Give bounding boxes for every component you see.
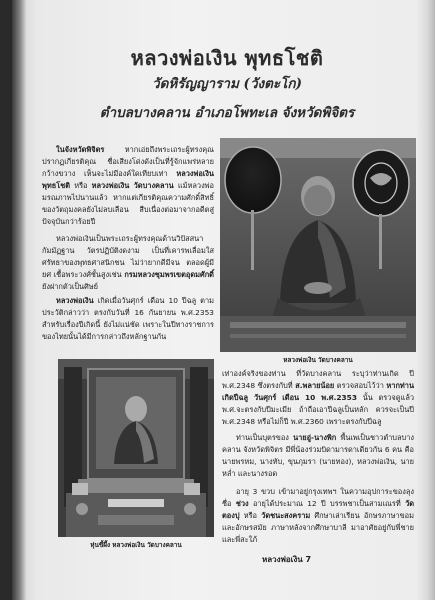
page-footer: หลวงพ่อเงิน 7 xyxy=(262,555,312,564)
paragraph-birth-continued: เท่าองค์จริงของท่าน ที่วัดบางคลาน ระบุว่าท่านเกิด ปี พ.ศ.2348 ซึ่งตรงกับที่ ส.พลายน้อย ตรวจสอบไว้ว่า หากท่านเกิดปีฉลู วันศุกร์ เดือน 10 พ.ศ.2353 นั้น ตรวจดูแล้ว พ.ศ.จะตรงกับปีมะเมีย ถ้าถือเอาปีฉลูเป็นหลัก ควรจะเป็นปี พ.ศ.2348 หรือไม่ก็ปี พ.ศ.2360 เพราะตรงกับปีฉลู xyxy=(222,369,414,426)
shrine-photo-illustration xyxy=(58,359,214,537)
article-title: หลวงพ่อเงิน พุทธโชติ xyxy=(130,46,324,70)
article-subtitle: วัดหิรัญญาราม (วังตะโก) xyxy=(152,76,302,92)
photo1-caption: หลวงพ่อเงิน วัดบางคลาน xyxy=(283,356,353,364)
photo2-caption: หุ่นขี้ผึ้ง หลวงพ่อเงิน วัดบางคลาน xyxy=(90,541,182,549)
magazine-page xyxy=(12,0,435,600)
paragraph-childhood: อายุ 3 ขวบ เข้ามาอยู่กรุงเทพฯ ในความอุปการะของลุง ชื่อ ช่วง อายุได้ประมาณ 12 ปี บรรพชาเป็นสามเณรที่ วัดตองปุ หรือ วัดชนะสงคราม ศึกษาเล่าเรียน อักษรภาษาขอม และอักษรสมัย ภาษาหลังจากศึกษาบาลี มาอาศัยอยู่กับพี่ชายและพี่สะใภ้ xyxy=(222,487,414,544)
article-location: ตำบลบางคลาน อำเภอโพทะเล จังหวัดพิจิตร xyxy=(99,105,355,121)
paragraph-virtues: หลวงพ่อเงินเป็นพระเถระผู้ทรงคุณด้านวิปัสสนากัมมัฏฐาน วัตรปฏิบัติงดงาม เป็นที่เคารพเลื่อมใสศรัทธาของพุทธศาสนิกชน ไม่ว่ายากดีมีจน ตลอดผู้มียศ เชื้อพระวงศ์ชั้นสูงเช่น กรมหลวงชุมพรเขตอุดมศักดิ์ ยังฝากตัวเป็นศิษย์ xyxy=(42,234,214,291)
photo-wax-statue-shrine xyxy=(58,359,214,537)
photo-monk-seated xyxy=(220,138,416,352)
paragraph-family: ท่านเป็นบุตรของ นายอู่-นางพิก พื้นเพเป็นชาวตำบลบางคลาน จังหวัดพิจิตร มีพี่น้องร่วมบิดามารดาเดียวกัน 6 คน คือ นายพรหม, นางทับ, ขุนภุมรา (นายทอง), หลวงพ่อเงิน, นายหล่ำ และนางรอด xyxy=(222,433,414,478)
page-spine-shadow xyxy=(12,0,26,600)
paragraph-birth: หลวงพ่อเงิน เกิดเมื่อวันศุกร์ เดือน 10 ปีฉลู ตามประวัติกล่าวว่า ตรงกับวันที่ 16 กันยายน พ.ศ.2353 สำหรับเรื่องปีเกิดนี้ ยังไม่แน่ชัด เพราะในปีทางราชการของไทยนั้นได้มีการกล่าวถึงหลักฐานกัน xyxy=(42,296,214,341)
page-edge-shadow xyxy=(416,0,435,600)
paragraph-intro: ในจังหวัดพิจิตร หากเอ่ยถึงพระเถระผู้ทรงคุณ ปรากฏเกียรติคุณ ชื่อเสียงโด่งดังเป็นที่รู้จักแพร่หลาย กว้างขวาง เห็นจะไม่มีองค์ใดเทียบเท่า หลวงพ่อเงิน พุทธโชติ หรือ หลวงพ่อเงิน วัดบางคลาน แม้หลวงพ่อมรณภาพไปนานแล้ว หากแต่เกียรติคุณความศักดิ์สิทธิ์ของวัตถุมงคลยังไม่ลบเลือน สืบเนื่องต่อมาจากอดีตสู่ปัจจุบันกว่าร้อยปี xyxy=(42,145,214,226)
monk-photo-illustration xyxy=(220,138,416,352)
